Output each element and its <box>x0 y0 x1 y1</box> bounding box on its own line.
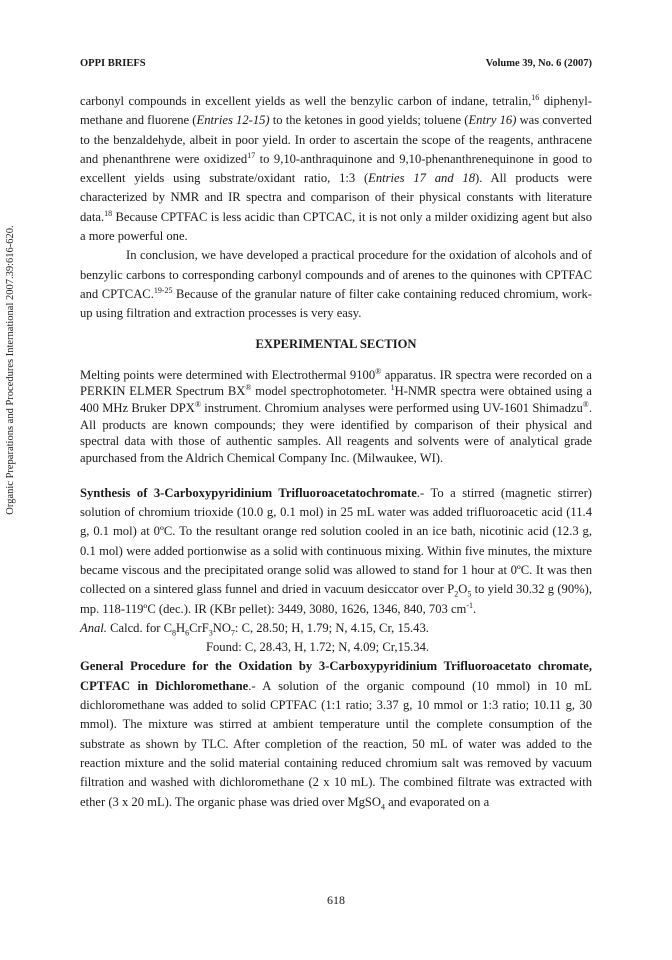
page-number: 618 <box>327 893 345 907</box>
paragraph-synthesis: Synthesis of 3-Carboxypyridinium Trifluoroacetatochromate.- To a stirred (magnetic stirrer) solution of chromium trioxide (10.0 g, 0.1 mol) in 25 mL water was added trifluoroacetic acid (11.4 g, 0.1 mol) at 0ºC. To the resultant orange red solution cooled in an ice bath, nicotinic acid (12.3 g, 0.1 mol) were added portionwise as a solid with continuous mixing. Within five minutes, the mixture became viscous and the precipitated orange solid was allowed to stand for 1 hour at 0ºC. It was then collected on a sintered glass funnel and dried in vacuum desiccator over $P_2O_5$ to yield 30.32 g (90%), mp. 118-119ºC (dec.). IR (KBr pellet): 3449, 3080, 1626, 1346, 840, 703 $cm^{-1}$. <box>80 485 592 616</box>
paragraph-instruments: Melting points were determined with Electrothermal 9100® apparatus. IR spectra were recorded on a PERKIN ELMER Spectrum BX® model spectrophotometer. $^1$H-NMR spectra were obtained using a 400 MHz Bruker DPX® instrument. Chromium analyses were performed using UV-1601 Shimadzu®. All products are known compounds; they were identified by comparison of their physical and spectral data with those of authentic samples. All reagents and solvents were of analytical grade apurchased from the Aldrich Chemical Company Inc. (Milwaukee, WI). <box>80 366 592 466</box>
section-heading-experimental: EXPERIMENTAL SECTION <box>255 336 417 351</box>
procedure-title: General Procedure for the Oxidation by 3-Carboxypyridinium Trifluoroacetato chromate, CPTFAC in Dichloromethane <box>80 659 592 693</box>
paragraph-results: carbonyl compounds in excellent yields as well the benzylic carbon of indane, tetralin,$^{16}$ diphenyl-methane and fluorene (Entries 12-15) to the ketones in good yields; toluene (Entry 16) was converted to the benzaldehyde, albeit in poor yield. In order to ascertain the scope of the reagents, anthracene and phenanthrene were oxidized$^{17}$ to 9,10-anthraquinone and 9,10-phenanthrenequinone in good to excellent yields using substrate/oxidant ratio, 1:3 (Entries 17 and 18). All products were characterized by NMR and IR spectra and comparison of their physical constants with literature data.$^{18}$ Because CPTFAC is less acidic than CPTCAC, it is not only a milder oxidizing agent but also a more powerful one. <box>80 92 593 244</box>
synthesis-title: Synthesis of 3-Carboxypyridinium Trifluoroacetatochromate <box>80 485 417 500</box>
running-header-journal: OPPI BRIEFS <box>80 58 146 69</box>
side-citation: Organic Preparations and Procedures International 2007.39:616-620. <box>5 225 16 515</box>
page-body <box>80 92 592 812</box>
analysis-calcd: Anal. Calcd. for $C_8H_6CrF_3NO_7$: C, 28.50; H, 1.79; N, 4.15, Cr, 15.43. <box>80 620 429 638</box>
paragraph-general-procedure: General Procedure for the Oxidation by 3-Carboxypyridinium Trifluoroacetato chromate, CPTFAC in Dichloromethane.- A solution of the organic compound (10 mmol) in 10 mL dichloromethane was added to solid CPTFAC (1:1 ratio; 3.37 g, 10 mmol or 1:3 ratio; 10.11 g, 30 mmol). The mixture was stirred at ambient temperature until the complete consumption of the substrate as shown by TLC. After completion of the reaction, 50 mL of water was added to the reaction mixture and the solid material containing reduced chromium salt was removed by vacuum filtration and washed with dichloromethane (2 x 10 mL). The combined filtrate was extracted with ether (3 x 20 mL). The organic phase was dried over MgSO$_4$ and evaporated on a <box>80 659 592 812</box>
analysis-found: Found: C, 28.43, H, 1.72; N, 4.09; Cr,15.34. <box>206 640 430 655</box>
running-header-volume: Volume 39, No. 6 (2007) <box>485 58 592 69</box>
paragraph-conclusion: In conclusion, we have developed a practical procedure for the oxidation of alcohols and of benzylic carbons to corresponding carbonyl compounds and of arenes to the quinones with CPTFAC and CPTCAC.$^{19-25}$ Because of the granular nature of filter cake containing reduced chromium, work-up using filtration and extraction processes is very easy. <box>80 248 592 321</box>
